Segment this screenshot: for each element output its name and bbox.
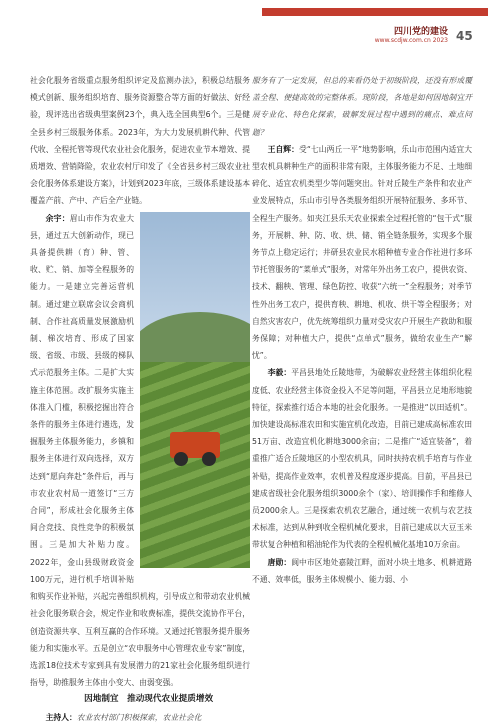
speaker-li-yi: 李毅： bbox=[267, 368, 292, 378]
left-column bbox=[30, 72, 250, 726]
right-paragraph-4: 唐勋：阆中市区地处嘉陵江畔，面对小块土地多、机耕道路不通、效率低，服务主体规模小、能力弱、小 bbox=[252, 557, 472, 584]
right-paragraph-1: 服务有了一定发展，但总的来看仍处于初级阶段，还没有形成覆盖全程、便捷高效的完整体系。现阶段，各地是如何因地制宜开展专业化、特色化探索，破解发展过程中遇到的痛点、难点问题？ bbox=[252, 76, 472, 137]
speaker-tang-xun: 唐勋： bbox=[267, 557, 292, 567]
right-paragraph-2: 王自辉：受“七山两丘一平”地势影响，乐山市范围内适宜大型农机具耕种生产的面积非常有限，主体服务能力不足、土地细碎化、适宜农机类型少等问题突出。针对丘陵生产条件和农业产业发展特点，乐山市引导各类服务组织开展特征服务、多环节、全程生产服务。如夹江县乐天农业探索全过程托管的“包干式”服务，开展耕、种、防、收、烘、储、销全链条服务，实现多个服务节点上稳定运行；井研县农业民水稻种植专业合作社进行多环节托管服务的“菜单式”服务，对常年外出务工农户，提供农资、技术、翻秧、管理、绿色防控、收获“六统一”全程服务；对季节性外出务工农户，提供育秧、耕地、机收、烘干等全程服务；对自然灾害农户，优先统筹组织力量对受灾农户开展生产救助和服务保障；对种植大户，提供“点单式”服务，做给农业生产“解忧”。 bbox=[252, 144, 473, 361]
left-paragraph-1: 社会化服务省级重点服务组织评定及监测办法》，积极总结服务模式创新、服务组织培育、服务资源整合等方面的好做法、好经验，现评选出省级典型案例23个，典入选全国典型6个。三是健全县乡村三级服务体系。2023年，为大力发展机耕代种、代管代收、全程托管等现代农业社会化服务，促进农业节本增效、提质增效、营销降险，农业农村厅印发了《全省县乡村三级农业社会化服务体系建设方案》，计划到2023年底，三级体系建设基本覆盖产前、产中、产后全产业链。 bbox=[30, 76, 250, 206]
page-header bbox=[0, 0, 496, 58]
right-paragraph-3: 李毅：平昌县地处丘陵地带，为破解农业经营主体组织化程度低、农业经营主体资金投入不足等问题，平昌县立足地形地貌特征，探索推行适合本地的社会化服务。一是推进“以田适机”。加快建设高标准农田和实施宜机化改造，目前已建成高标准农田51万亩、改造宜机化耕地3000余亩；二是推广“适宜装备”，着重推广适合丘陵地区的小型农机具，同时扶持农机手培育与作业补贴，提高作业效率，农机普及程度逐步提高。目前，平昌县已建成省级社会化服务组织3000余个（家）、培训操作手和维修人员2000余人。三是探索农机农艺融合，通过统一农机与农艺技术标准，达到从种到收全程机械化要求，目前已建成以大豆玉米带状复合种植和稻油轮作为代表的全程机械化基地10万余亩。 bbox=[252, 368, 472, 550]
speaker-wang-zihui: 王自辉： bbox=[267, 144, 299, 154]
left-paragraph-3: 主持人：农业农村部门积极探索，农业社会化 bbox=[45, 712, 202, 722]
section-subheading: 因地制宜 推动现代农业提质增效 bbox=[84, 694, 214, 705]
right-column bbox=[252, 72, 472, 588]
magazine-website: www.scdjw.com.cn 2023 bbox=[374, 37, 448, 44]
magazine-title: 四川党的建设 bbox=[393, 27, 448, 37]
speaker-yu-yu: 余宇： bbox=[45, 213, 70, 223]
page-number: 45 bbox=[456, 29, 473, 43]
left-paragraph-2: 余宇： 眉山市作为农业大县，通过五大创新动作，现已具备提供耕（育）种、管、收、贮、销、加等全程服务的能力。一是建立完善运营机制。通过建立联席会议会商机制、合作社高质量发展激励机制、梯次培育、形成了国家级、省级、市级、县级的梯队式示范服务主体。二是扩大实施主体范围。改扩服务实施主体准入门槛，积极挖掘出符合条件的服务主体进行遴选，发掘服务主体服务能力，乡镇和服务主体进行双向选择，双方达到“愿向奔赴”条件后，再与市农业农村局一道签订“三方合同”，形成社会化服务主体间合竞技、良性竞争的积极氛围。三是加大补贴力度。2022年，金山县级财政资金100万元，进行机手培训补贴和购买作业补贴，兴起完善组织机构，引导成立和带动农业机械社会化服务联合会，规定作业和收费标准，提供交流协作平台，创造资源共享、互利互赢的合作环境。又通过托管服务提升服务能力和实施水平。五是创立“农申服务中心管理农业专家”制度，选派18位技术专家到具有发展潜力的21家社会化服务组织进行指导，助推服务主体由小变大、由弱变强。 bbox=[30, 210, 250, 692]
header-strip bbox=[262, 8, 488, 16]
farm-photo-image bbox=[140, 212, 250, 568]
speaker-host: 主持人： bbox=[45, 712, 77, 722]
